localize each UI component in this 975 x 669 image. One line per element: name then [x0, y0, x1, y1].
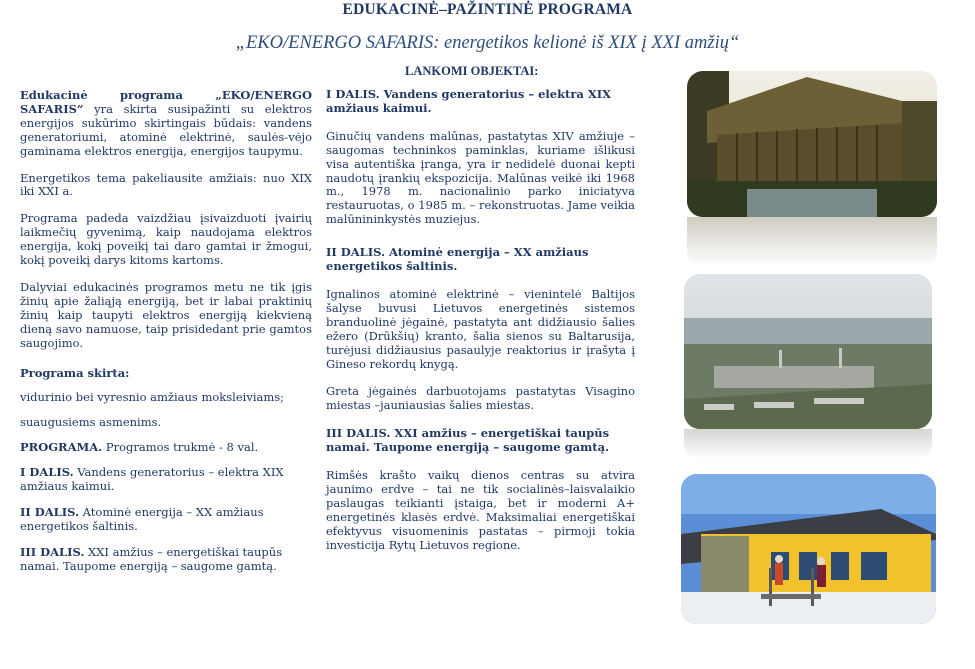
epochs-paragraph: Energetikos tema pakeliausite amžiais: nuo XIX iki XXI a. — [20, 170, 312, 199]
page-subtitle: „EKO/ENERGO SAFARIS: energetikos kelionė iš XIX į XXI amžių“ — [235, 33, 740, 53]
program-duration — [20, 441, 312, 455]
nuclear-plant-photo — [684, 274, 932, 429]
target-heading: Programa skirta: — [20, 365, 130, 380]
intro-paragraph — [20, 89, 312, 159]
middle-column — [326, 88, 635, 552]
section-heading: I DALIS. Vandens generatorius – elektra XIX amžiaus kaimui. — [326, 87, 612, 115]
part-summary — [20, 506, 312, 534]
part-text: Vandens generatorius – elektra XIX amžiaus kaimui. — [20, 465, 284, 494]
objects-heading: LANKOMI OBJEKTAI: — [405, 64, 539, 78]
part-label: I DALIS. — [20, 465, 74, 480]
program-label: PROGRAMA. — [20, 440, 103, 455]
part-summary — [20, 546, 312, 574]
program-duration-text: Programos trukmė - 8 val. — [102, 440, 259, 455]
section-text: Greta jėgainės darbuotojams pastatytas Visagino miestas –jauniausias šalies miestas. — [326, 384, 635, 413]
section-text: Ignalinos atominė elektrinė – vienintelė Baltijos šalyse buvusi Lietuvos energetinės sistemos branduolinė jėgainė, pastatyta ant didžiausio šalies ežero (Drūkšių) kranto, šalia sienos su Baltarusija, turėjusi didžiausius pasaulyje reaktorius ir įrašyta į Gineso rekordų knygą. — [326, 286, 635, 371]
intro-text: yra skirta susipažinti su elektros energijos sukūrimo skirtingais būdais: vandens generatoriumi, atominė elektrinė, saulės-vėjo gaminama elektros energija, energijos taupymu. — [20, 101, 312, 158]
section-heading: III DALIS. XXI amžius – energetiškai taupūs namai. Taupome energiją – saugome gamtą. — [326, 426, 610, 455]
target-item: vidurinio bei vyresnio amžiaus moksleiviams; — [20, 390, 285, 405]
part-label: III DALIS. — [20, 544, 85, 559]
left-column — [20, 89, 312, 574]
section-text: Rimšės krašto vaikų dienos centras su atvira jaunimo erdve – tai ne tik socialinės–laisvalaikio paslaugas teikianti įstaiga, bet ir moderni A+ energetinės klasės erdvė. Maksimaliai energetiškai efektyvus visuomeninis pastatas – pirmoji tokia investicija Rytų Lietuvos regione. — [326, 468, 635, 552]
part-text: XXI amžius – energetiškai taupūs namai. Taupome energiją – saugome gamtą. — [20, 544, 283, 573]
page-title: EDUKACINĖ–PAŽINTINĖ PROGRAMA — [342, 1, 633, 18]
photo-reflection — [687, 217, 937, 267]
part-label: II DALIS. — [20, 504, 80, 519]
water-mill-photo — [687, 71, 937, 217]
participants-paragraph: Dalyviai edukacinės programos metu ne tik įgis žinių apie žaliąją energiją, bet ir labai praktinių žinių kaip taupyti elektros energiją kiekvieną dieną savo namuose, taip prisidedant prie gamtos saugojimo. — [20, 279, 312, 350]
target-item: suaugusiems asmenims. — [20, 415, 162, 430]
part-summary — [20, 466, 312, 494]
intro-bold: Edukacinė programa „EKO/ENERGO SAFARIS“ — [20, 88, 312, 116]
photo-reflection — [684, 429, 932, 459]
section-heading: II DALIS. Atominė energija – XX amžiaus energetikos šaltinis. — [326, 245, 589, 274]
part-text: Atominė energija – XX amžiaus energetikos šaltinis. — [20, 504, 264, 533]
program-helps-paragraph: Programa padeda vaizdžiau įsivaizduoti įvairių laikmečių gyvenimą, kaip naudojama elektros energija, kokį poveikį tai daro gamtai ir žmogui, kokį poveikį darys kitoms kartoms. — [20, 211, 312, 268]
community-center-photo — [681, 474, 936, 624]
section-text: Ginučių vandens malūnas, pastatytas XIV amžiuje –saugomas techninkos paminklas, kuriame išlikusi visa autentiška įranga, yra ir nedidelė duonai kepti naudotų įrankių ekspozicija. Malūnas veikė iki 1968 m., 1978 m. nacionalinio parko iniciatyva restauruotas, o 1985 m. – rekonstruotas. Jame veikia malūnininkystės muziejus. — [326, 128, 635, 227]
